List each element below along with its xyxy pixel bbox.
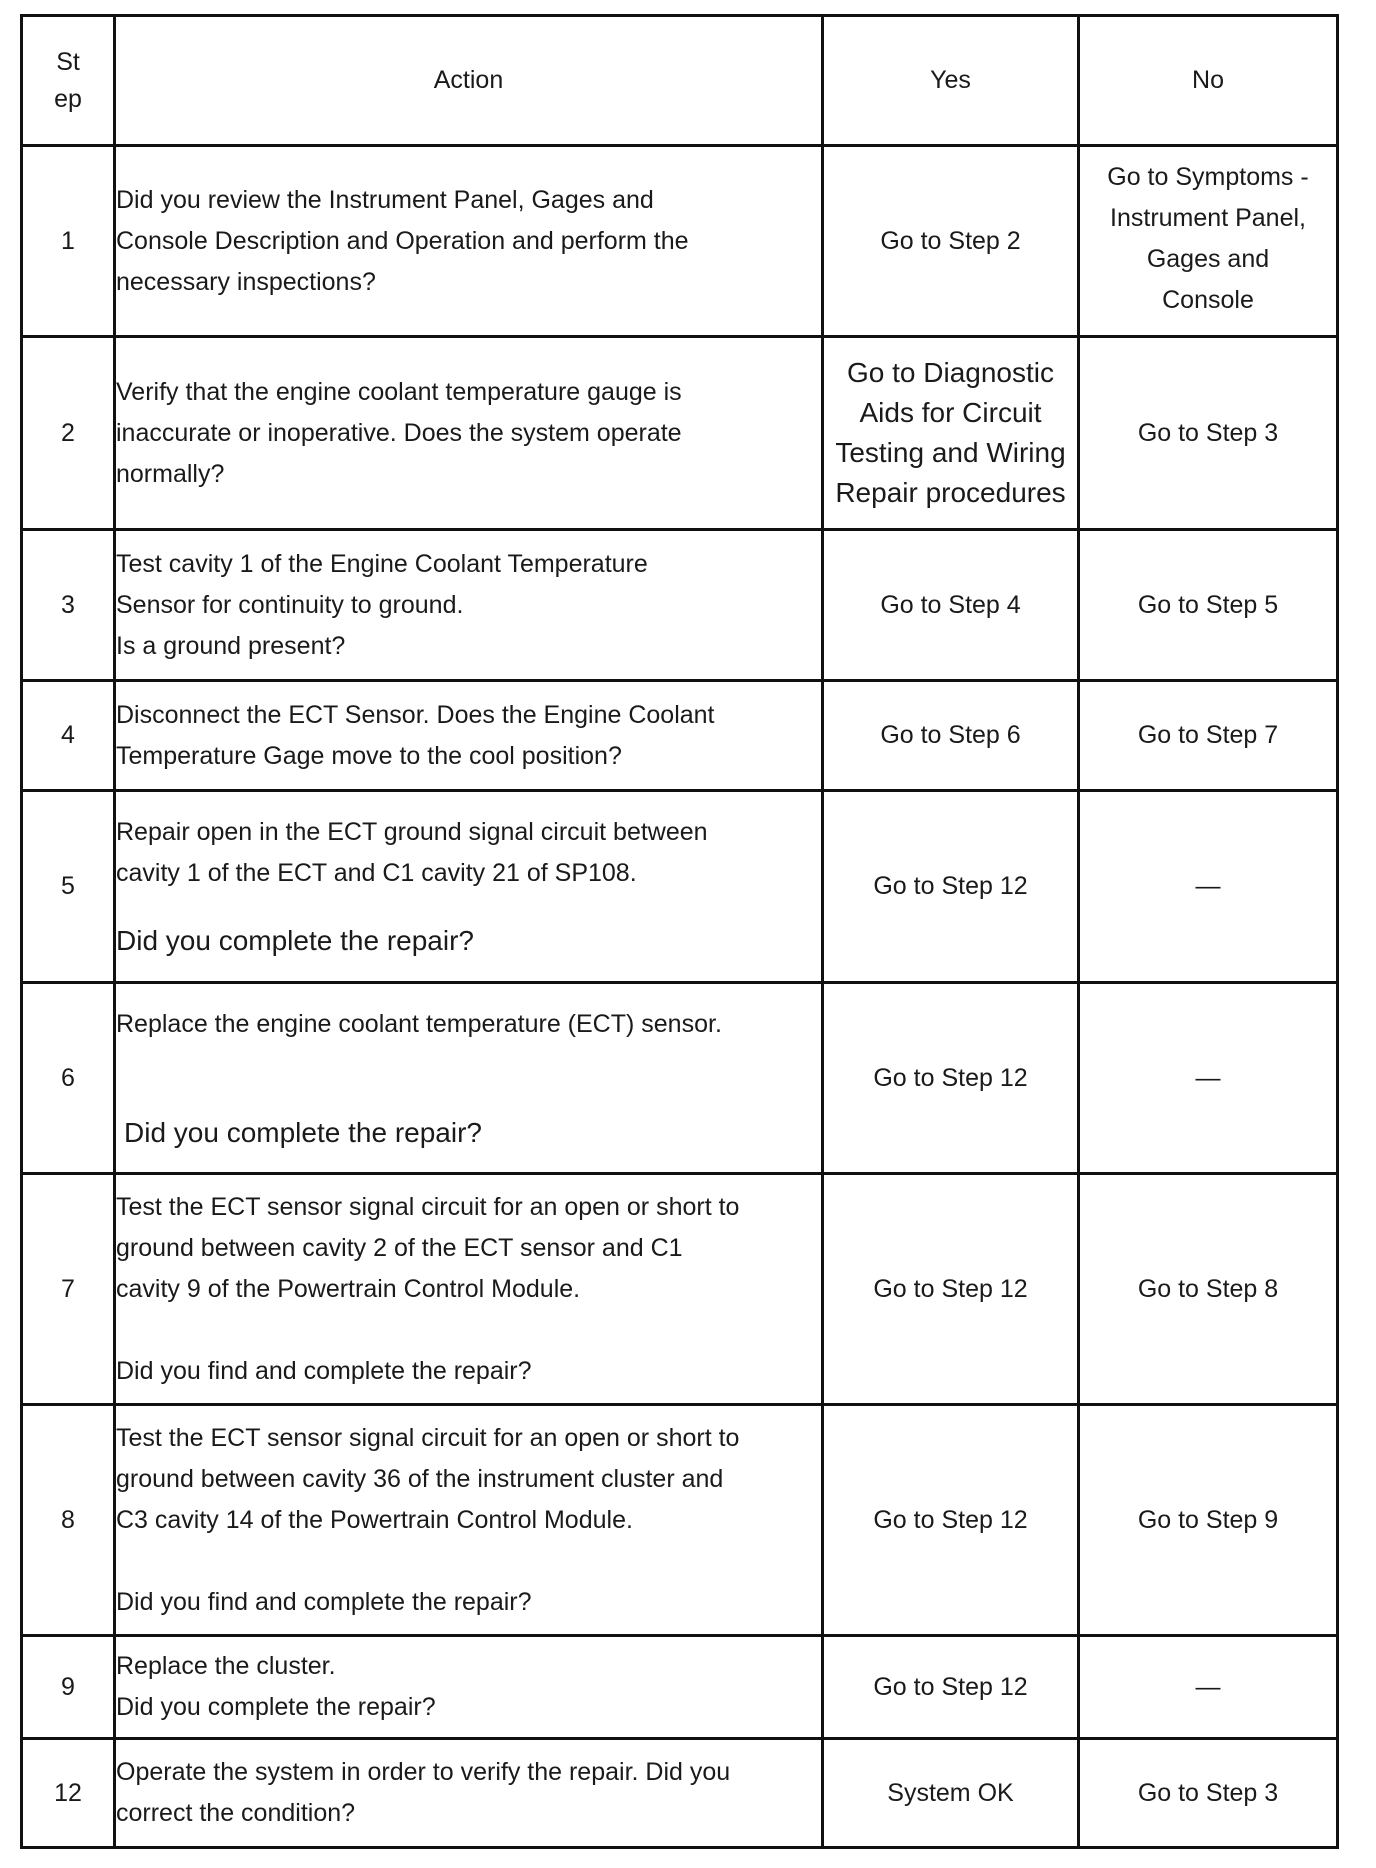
no-text: Gages and: [1146, 245, 1270, 273]
no-cell: [1079, 1405, 1338, 1636]
no-cell: [1079, 983, 1338, 1174]
action-cell: [115, 530, 823, 681]
step-number: 8: [22, 1405, 115, 1636]
action-line: Temperature Gage move to the cool position?: [116, 741, 622, 770]
action-line: Did you review the Instrument Panel, Gages and: [116, 185, 654, 214]
action-line: Is a ground present?: [116, 631, 346, 660]
action-line: inaccurate or inoperative. Does the system operate: [116, 418, 682, 447]
yes-cell: [823, 983, 1079, 1174]
step-number: 7: [22, 1174, 115, 1405]
table-row: [22, 146, 1338, 337]
no-text: —: [1195, 1672, 1221, 1701]
action-question: Did you complete the repair?: [124, 1116, 482, 1148]
action-line: cavity 9 of the Powertrain Control Module.: [116, 1274, 581, 1303]
no-text: Console: [1162, 286, 1254, 314]
no-cell: [1079, 1174, 1338, 1405]
action-line: Replace the engine coolant temperature (ECT) sensor.: [116, 1009, 722, 1038]
step-number: 3: [22, 530, 115, 681]
yes-text: Go to Step 12: [873, 1063, 1028, 1092]
no-text: Go to Step 9: [1137, 1505, 1279, 1534]
step-number: 1: [22, 146, 115, 337]
table-row: [22, 530, 1338, 681]
action-question: Did you find and complete the repair?: [116, 1356, 532, 1385]
yes-text: Testing and Wiring: [835, 437, 1066, 468]
yes-cell: [823, 1405, 1079, 1636]
action-line: Disconnect the ECT Sensor. Does the Engine Coolant: [116, 700, 715, 729]
no-cell: [1079, 530, 1338, 681]
action-line: cavity 1 of the ECT and C1 cavity 21 of SP108.: [116, 859, 637, 887]
table-row: [22, 983, 1338, 1174]
yes-cell: [823, 146, 1079, 337]
header-action: Action: [115, 16, 823, 146]
header-step: [22, 16, 115, 146]
yes-text: Aids for Circuit: [859, 397, 1042, 428]
yes-cell: [823, 1174, 1079, 1405]
action-cell: [115, 146, 823, 337]
yes-cell: [823, 1636, 1079, 1739]
no-cell: [1079, 1739, 1338, 1848]
header-yes: Yes: [823, 16, 1079, 146]
header-row: [22, 16, 1338, 146]
action-cell: [115, 1405, 823, 1636]
yes-cell: [823, 337, 1079, 530]
no-text: —: [1195, 1063, 1221, 1092]
action-line: ground between cavity 2 of the ECT sensor and C1: [116, 1233, 683, 1262]
no-cell: [1079, 681, 1338, 791]
yes-text: Go to Step 12: [873, 872, 1028, 900]
action-line: correct the condition?: [116, 1799, 356, 1827]
action-line: C3 cavity 14 of the Powertrain Control Module.: [116, 1505, 633, 1534]
no-text: Go to Step 5: [1137, 590, 1279, 619]
yes-text: Go to Step 12: [873, 1505, 1028, 1534]
no-text: Go to Step 3: [1137, 418, 1279, 447]
yes-text: System OK: [887, 1778, 1014, 1807]
no-cell: [1079, 337, 1338, 530]
no-text: —: [1195, 872, 1221, 900]
action-cell: [115, 681, 823, 791]
yes-cell: [823, 530, 1079, 681]
action-cell: [115, 791, 823, 983]
action-cell: [115, 337, 823, 530]
step-number: 4: [22, 681, 115, 791]
table-row: [22, 337, 1338, 530]
no-text: Go to Step 8: [1137, 1274, 1279, 1303]
action-cell: [115, 1174, 823, 1405]
header-step-line: ep: [54, 84, 82, 113]
no-cell: [1079, 146, 1338, 337]
header-step-line: St: [56, 47, 80, 76]
action-line: Operate the system in order to verify the repair. Did you: [116, 1758, 731, 1786]
no-text: Go to Symptoms -: [1107, 163, 1309, 191]
yes-text: Go to Step 12: [873, 1274, 1028, 1303]
no-text: Go to Step 7: [1137, 721, 1279, 749]
step-number: 5: [22, 791, 115, 983]
action-line: Repair open in the ECT ground signal circuit between: [116, 818, 708, 846]
action-line: Sensor for continuity to ground.: [116, 590, 464, 619]
action-cell: [115, 1636, 823, 1739]
yes-cell: [823, 791, 1079, 983]
yes-text: Go to Step 12: [873, 1672, 1028, 1701]
action-line: Console Description and Operation and perform the: [116, 226, 689, 255]
action-line: normally?: [116, 459, 225, 488]
action-line: Test the ECT sensor signal circuit for an open or short to: [116, 1192, 740, 1221]
action-cell: [115, 983, 823, 1174]
table-row: [22, 1174, 1338, 1405]
yes-text: Go to Step 6: [880, 721, 1021, 749]
action-line: necessary inspections?: [116, 267, 376, 296]
diagnostic-table: [20, 14, 1339, 1849]
yes-text: Repair procedures: [835, 477, 1066, 508]
no-text: Instrument Panel,: [1110, 204, 1306, 232]
step-number: 2: [22, 337, 115, 530]
action-question: Did you find and complete the repair?: [116, 1587, 532, 1616]
step-number: 9: [22, 1636, 115, 1739]
table-row: [22, 681, 1338, 791]
table-row: [22, 791, 1338, 983]
yes-cell: [823, 1739, 1079, 1848]
no-cell: [1079, 791, 1338, 983]
action-line: Test cavity 1 of the Engine Coolant Temperature: [116, 549, 648, 578]
action-question: Did you complete the repair?: [116, 925, 474, 956]
action-line: Test the ECT sensor signal circuit for an open or short to: [116, 1423, 740, 1452]
table-row: [22, 1739, 1338, 1848]
action-line: ground between cavity 36 of the instrument cluster and: [116, 1464, 724, 1493]
table-row: [22, 1405, 1338, 1636]
action-line: Verify that the engine coolant temperature gauge is: [116, 377, 682, 406]
no-cell: [1079, 1636, 1338, 1739]
step-number: 12: [22, 1739, 115, 1848]
header-no: No: [1079, 16, 1338, 146]
no-text: Go to Step 3: [1137, 1778, 1279, 1807]
yes-text: Go to Step 2: [880, 226, 1021, 255]
step-number: 6: [22, 983, 115, 1174]
table-row: [22, 1636, 1338, 1739]
action-cell: [115, 1739, 823, 1848]
yes-text: Go to Diagnostic: [847, 357, 1054, 388]
action-line: Replace the cluster.: [116, 1652, 336, 1680]
action-line: Did you complete the repair?: [116, 1693, 436, 1721]
yes-text: Go to Step 4: [880, 590, 1021, 619]
yes-cell: [823, 681, 1079, 791]
